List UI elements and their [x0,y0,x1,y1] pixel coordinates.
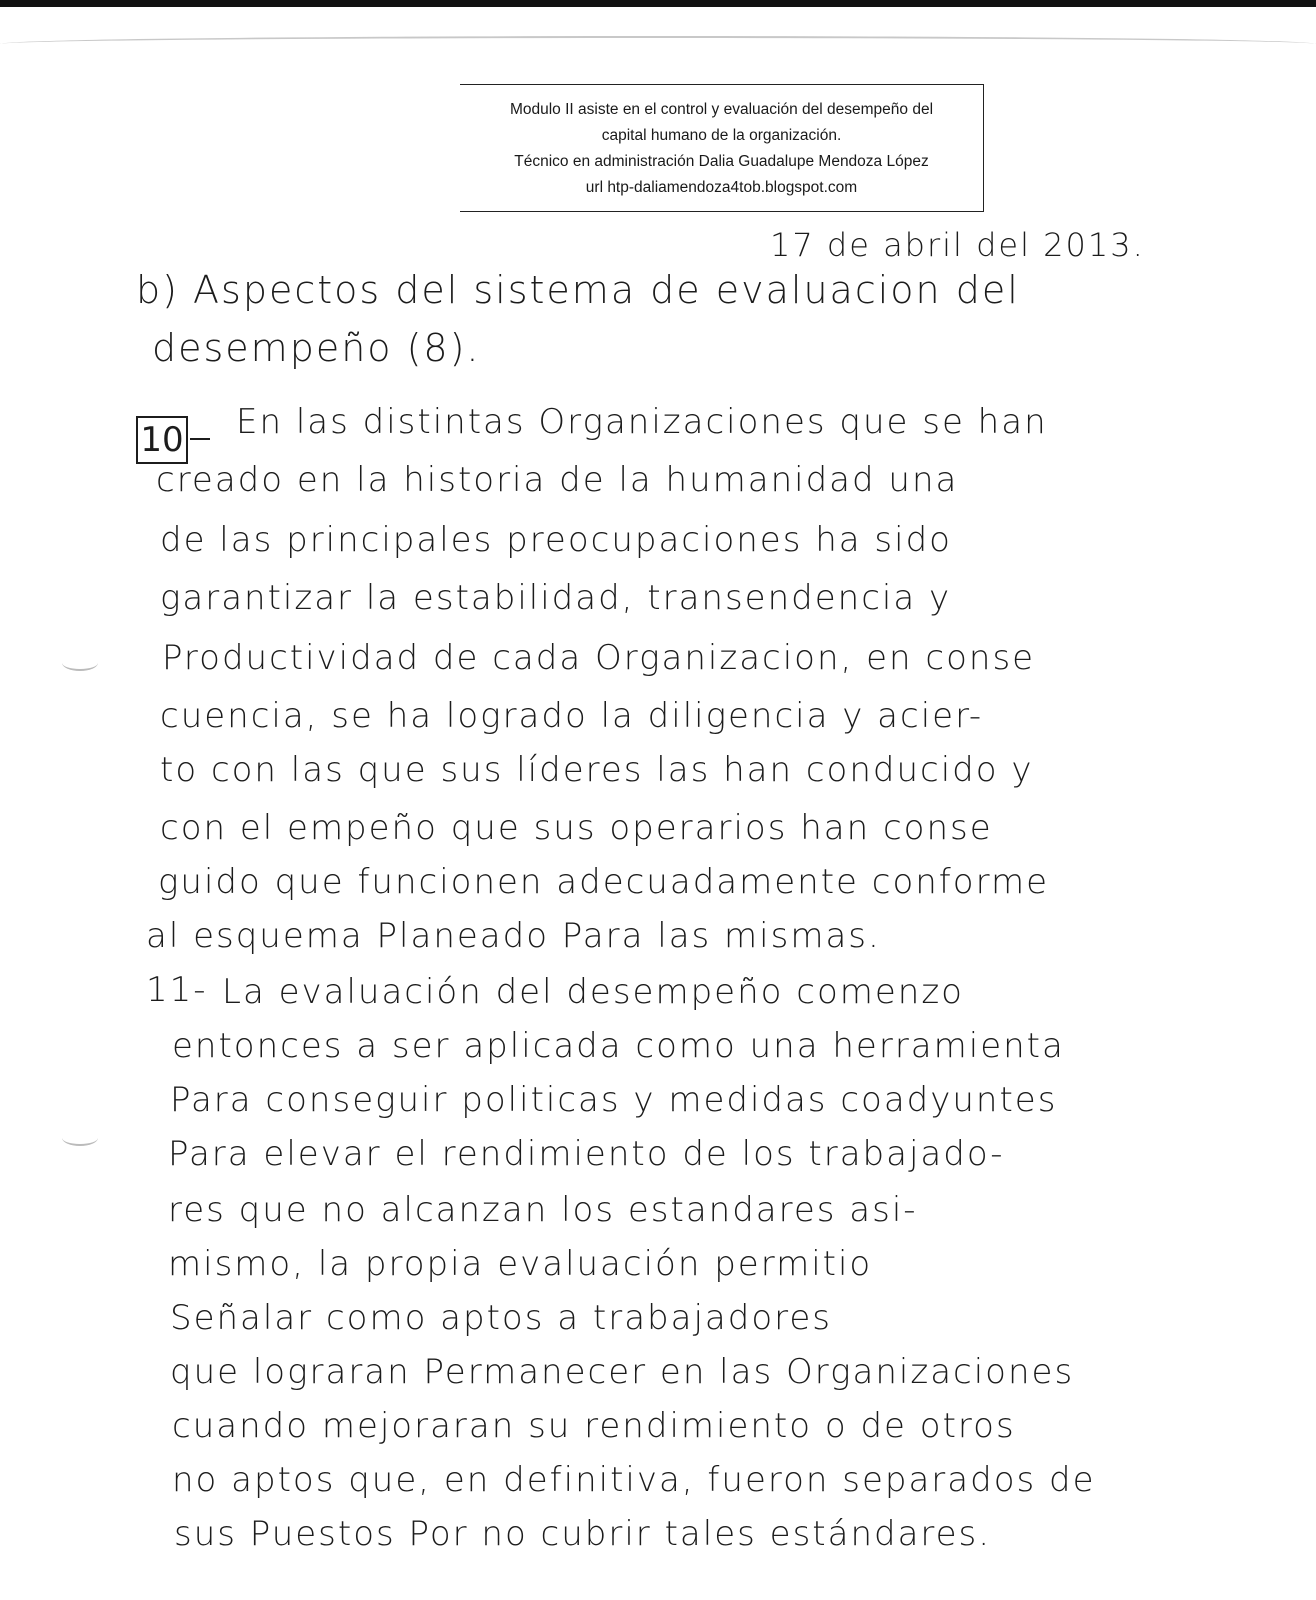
handwritten-line: al esquema Planeado Para las mismas. [146,916,881,956]
handwritten-line: res que no alcanzan los estandares asi- [168,1190,918,1230]
paragraph-number-dash [190,438,210,440]
paragraph-number-box: 10 [136,416,188,464]
handwritten-line: que lograran Permanecer en las Organizaciones [170,1352,1075,1392]
paragraph-number-2: 11- [146,970,208,1010]
handwritten-title-line-2: desempeño (8). [152,326,481,370]
handwritten-date: 17 de abril del 2013. [770,226,1145,264]
handwritten-line: cuencia, se ha logrado la diligencia y acier- [160,696,984,736]
handwritten-line: La evaluación del desempeño comenzo [222,972,964,1012]
handwritten-title-line-1: b) Aspectos del sistema de evaluacion del [136,268,1020,312]
handwritten-line: creado en la historia de la humanidad una [156,460,959,500]
handwritten-line: En las distintas Organizaciones que se han [236,402,1048,442]
paper-edge [0,36,1316,46]
header-line-4: url htp-daliamendoza4tob.blogspot.com [585,179,858,196]
handwritten-line: de las principales preocupaciones ha sido [160,520,952,560]
punch-hole-mark [62,1130,98,1146]
header-line-2: capital humano de la organización. [601,127,842,144]
header-line-3: Técnico en administración Dalia Guadalupe Mendoza López [514,153,929,170]
handwritten-line: sus Puestos Por no cubrir tales estándares. [174,1514,992,1554]
handwritten-line: entonces a ser aplicada como una herramienta [172,1026,1065,1066]
handwritten-line: no aptos que, en definitiva, fueron separados de [172,1460,1096,1500]
header-line-1: Modulo II asiste en el control y evaluación del desempeño del [509,101,934,118]
handwritten-line: mismo, la propia evaluación permitio [168,1244,873,1284]
scan-top-border [0,0,1316,7]
handwritten-line: cuando mejoraran su rendimiento o de otros [172,1406,1016,1446]
handwritten-line: con el empeño que sus operarios han conse [160,808,993,848]
handwritten-line: Productividad de cada Organizacion, en conse [162,638,1036,678]
handwritten-line: guido que funcionen adecuadamente conforme [158,862,1049,902]
handwritten-line: Para elevar el rendimiento de los trabajado- [168,1134,1005,1174]
handwritten-line: garantizar la estabilidad, transendencia y [160,578,952,618]
punch-hole-mark [62,655,98,671]
handwritten-line: Para conseguir politicas y medidas coadyuntes [170,1080,1058,1120]
handwritten-line: Señalar como aptos a trabajadores [170,1298,832,1338]
header-box [460,84,984,212]
handwritten-line: to con las que sus líderes las han conducido y [160,750,1034,790]
